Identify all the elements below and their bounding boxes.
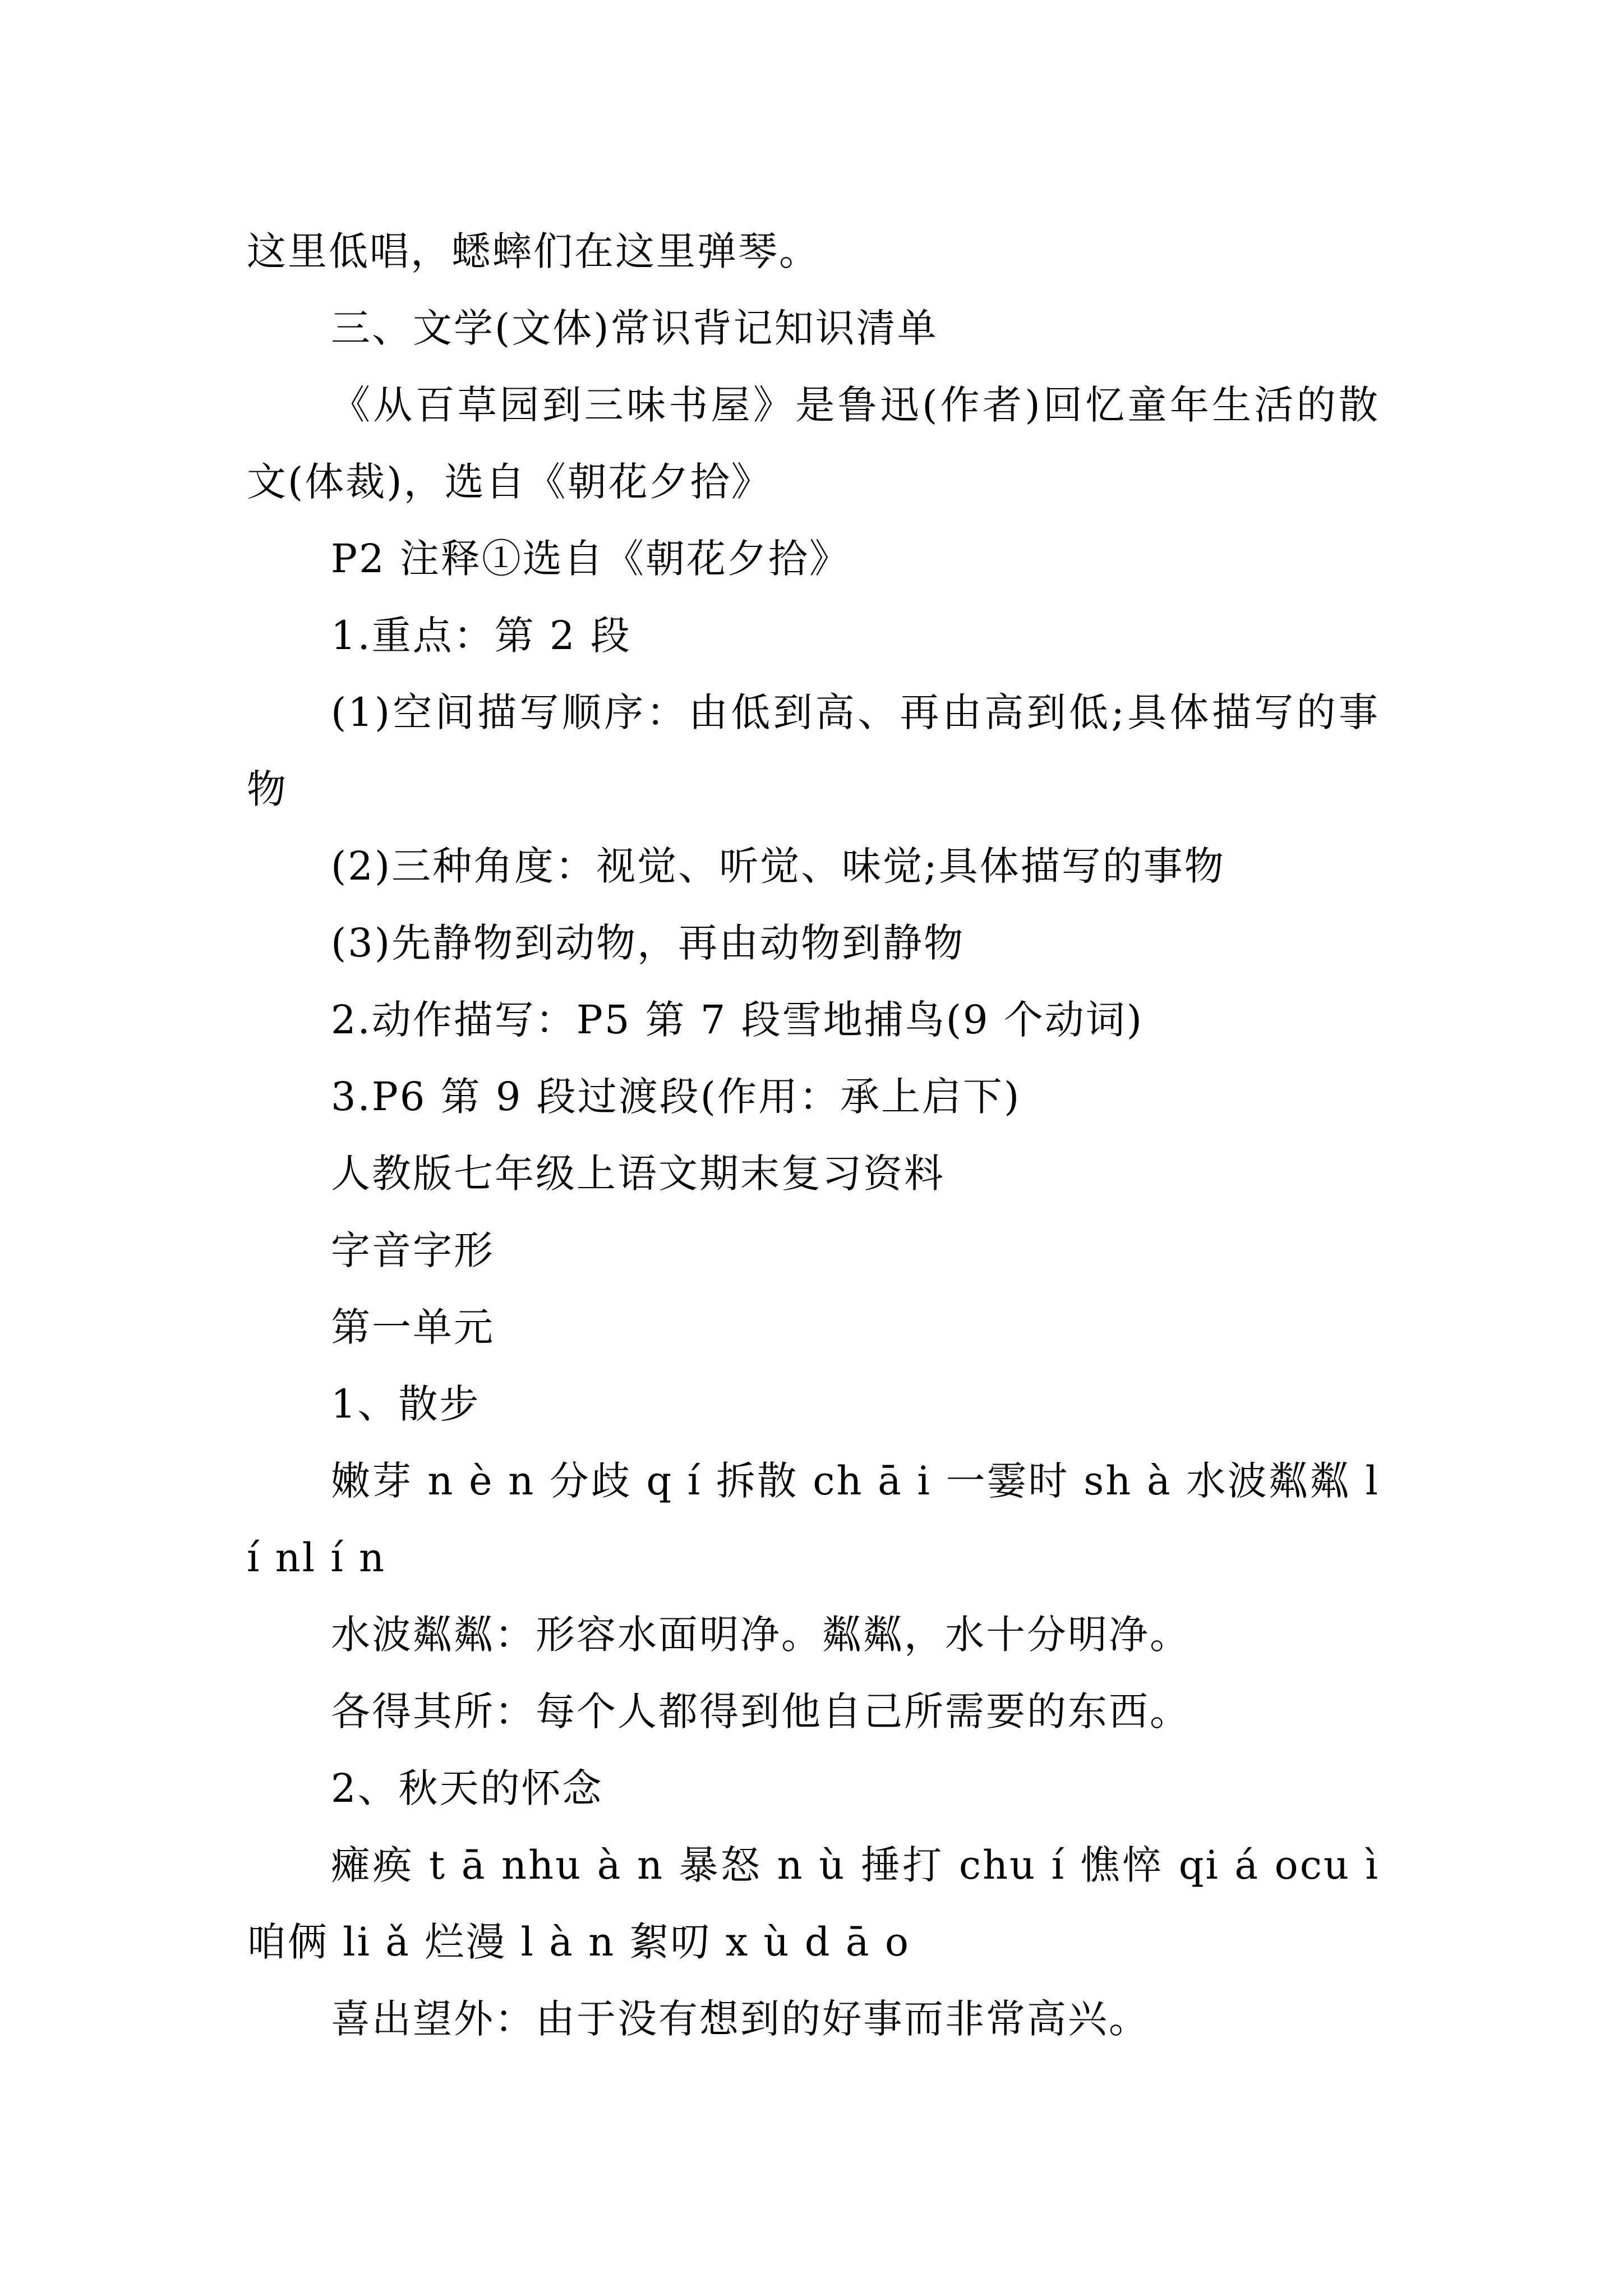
document-title: 人教版七年级上语文期末复习资料 xyxy=(331,1151,945,1197)
paragraph: 这里低唱，蟋蟀们在这里弹琴。 xyxy=(247,228,820,274)
lesson-heading: 2、秋天的怀念 xyxy=(331,1765,603,1811)
definition-line: 水波粼粼：形容水面明净。粼粼，水十分明净。 xyxy=(331,1612,1191,1658)
lesson-heading: 1、散步 xyxy=(331,1381,481,1427)
vocabulary-line: 嫩芽 n è n 分歧 q í 拆散 ch ā i 一霎时 sh à 水波粼粼 l í nl í n xyxy=(247,1458,1380,1581)
paragraph: P2 注释①选自《朝花夕拾》 xyxy=(331,536,850,582)
list-item: (1)空间描写顺序：由低到高、再由高到低;具体描写的事物 xyxy=(247,689,1380,812)
paragraph: 《从百草园到三味书屋》是鲁迅(作者)回忆童年生活的散文(体裁)，选自《朝花夕拾》 xyxy=(247,382,1380,505)
vocabulary-line: 瘫痪 t ā nhu à n 暴怒 n ù 捶打 chu í 憔悴 qi á ocu ì 咱俩 li ǎ 烂漫 l à n 絮叨 x ù d ā o xyxy=(247,1842,1380,1965)
list-item: 1.重点：第 2 段 xyxy=(331,613,631,659)
list-item: 2.动作描写：P5 第 7 段雪地捕鸟(9 个动词) xyxy=(331,997,1144,1043)
document-body xyxy=(247,213,1380,2058)
definition-line: 喜出望外：由于没有想到的好事而非常高兴。 xyxy=(331,1996,1150,2042)
list-item: (2)三种角度：视觉、听觉、味觉;具体描写的事物 xyxy=(331,843,1225,889)
list-item: (3)先静物到动物，再由动物到静物 xyxy=(331,920,965,966)
section-heading: 三、文学(文体)常识背记知识清单 xyxy=(331,305,938,351)
section-heading: 字音字形 xyxy=(331,1227,495,1273)
definition-line: 各得其所：每个人都得到他自己所需要的东西。 xyxy=(331,1688,1191,1734)
unit-heading: 第一单元 xyxy=(331,1304,495,1350)
list-item: 3.P6 第 9 段过渡段(作用：承上启下) xyxy=(331,1074,1021,1120)
